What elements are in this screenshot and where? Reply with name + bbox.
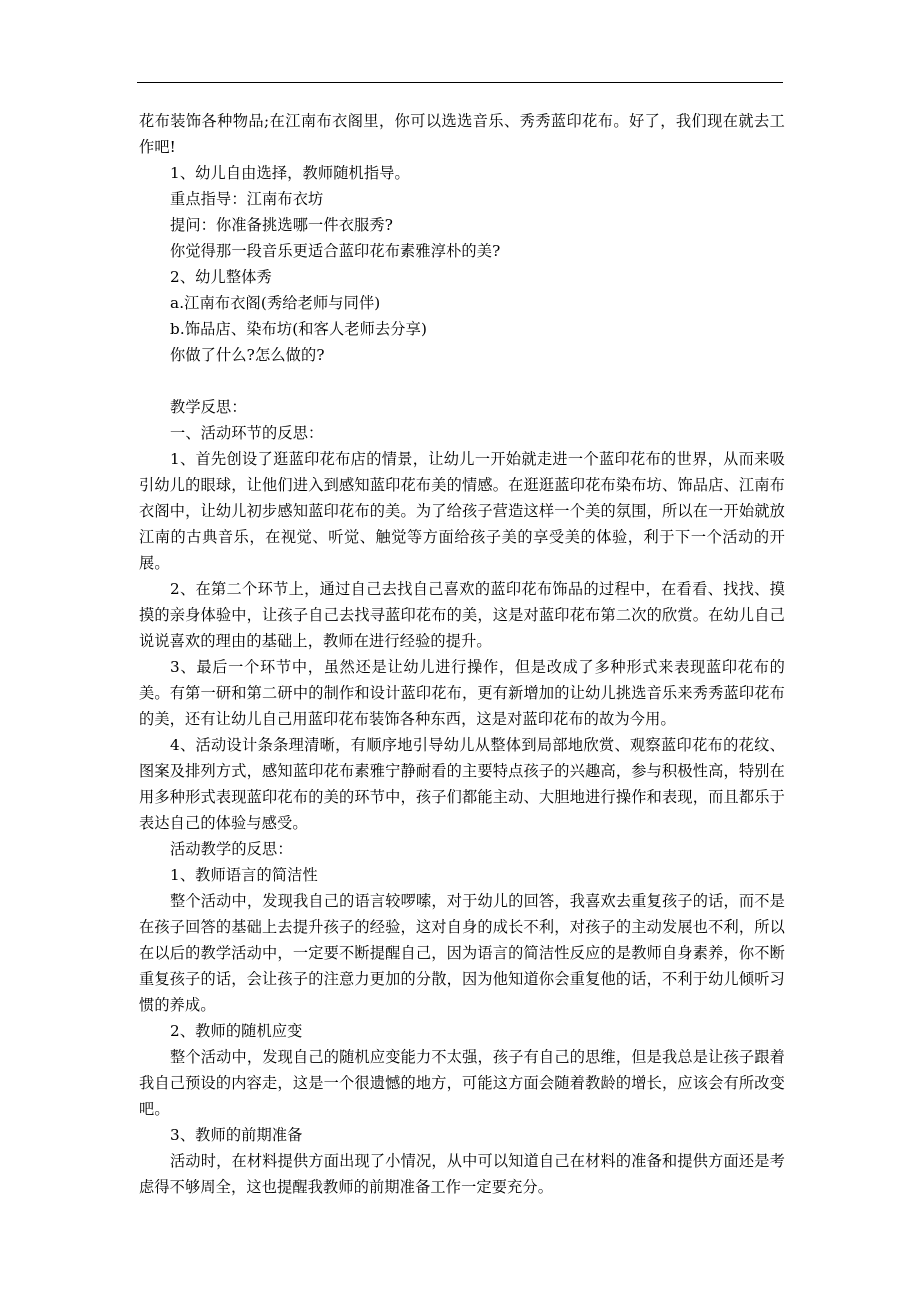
paragraph: b.饰品店、染布坊(和客人老师去分享) [170,320,428,338]
subsection-heading: 2、教师的随机应变 [170,1022,303,1040]
paragraph: 4、活动设计条条理清晰，有顺序地引导幼儿从整体到局部地欣赏、观察蓝印花布的花纹、图案及排列方式，感知蓝印花布素雅宁静耐看的主要特点孩子的兴趣高，参与积极性高，特别在用多种形式表现蓝印花布的美的环节中，孩子们都能主动、大胆地进行操作和表现，而且都乐于表达自己的体验与感受。 [139,736,785,832]
subsection-heading: 3、教师的前期准备 [170,1126,303,1144]
paragraph: 你觉得那一段音乐更适合蓝印花布素雅淳朴的美? [170,242,501,260]
section-heading: 教学反思： [170,398,247,416]
document-body [139,108,785,1200]
paragraph: 活动时，在材料提供方面出现了小情况，从中可以知道自己在材料的准备和提供方面还是考虑得不够周全，这也提醒我教师的前期准备工作一定要充分。 [139,1152,785,1196]
subsection-heading: 1、教师语言的简洁性 [170,866,318,884]
paragraph: 整个活动中，发现自己的随机应变能力不太强，孩子有自己的思维，但是我总是让孩子跟着我自己预设的内容走，这是一个很遗憾的地方，可能这方面会随着教龄的增长，应该会有所改变吧。 [139,1048,785,1118]
paragraph: 你做了什么?怎么做的? [170,346,325,364]
paragraph: 2、幼儿整体秀 [170,268,272,286]
paragraph: a.江南布衣阁(秀给老师与同伴) [170,294,381,312]
paragraph: 提问：你准备挑选哪一件衣服秀? [170,216,394,234]
paragraph: 花布装饰各种物品;在江南布衣阁里，你可以选选音乐、秀秀蓝印花布。好了，我们现在就去工作吧! [139,112,785,156]
paragraph: 3、最后一个环节中，虽然还是让幼儿进行操作，但是改成了多种形式来表现蓝印花布的美。有第一研和第二研中的制作和设计蓝印花布，更有新增加的让幼儿挑选音乐来秀秀蓝印花布的美，还有让幼儿自己用蓝印花布装饰各种东西，这是对蓝印花布的故为今用。 [139,658,785,728]
blank-line [139,368,785,394]
paragraph: 整个活动中，发现我自己的语言较啰嗦，对于幼儿的回答，我喜欢去重复孩子的话，而不是在孩子回答的基础上去提升孩子的经验，这对自身的成长不利，对孩子的主动发展也不利，所以在以后的教学活动中，一定要不断提醒自己，因为语言的简洁性反应的是教师自身素养，你不断重复孩子的话，会让孩子的注意力更加的分散，因为他知道你会重复他的话，不利于幼儿倾听习惯的养成。 [139,892,785,1014]
paragraph: 重点指导：江南布衣坊 [170,190,324,208]
paragraph: 2、在第二个环节上，通过自己去找自己喜欢的蓝印花布饰品的过程中，在看看、找找、摸摸的亲身体验中，让孩子自己去找寻蓝印花布的美，这是对蓝印花布第二次的欣赏。在幼儿自己说说喜欢的理由的基础上，教师在进行经验的提升。 [139,580,785,650]
paragraph: 1、首先创设了逛蓝印花布店的情景，让幼儿一开始就走进一个蓝印花布的世界，从而来吸引幼儿的眼球，让他们进入到感知蓝印花布美的情感。在逛逛蓝印花布染布坊、饰品店、江南布衣阁中，让幼儿初步感知蓝印花布的美。为了给孩子营造这样一个美的氛围，所以在一开始就放江南的古典音乐，在视觉、听觉、触觉等方面给孩子美的享受美的体验，利于下一个活动的开展。 [139,450,785,572]
paragraph: 1、幼儿自由选择，教师随机指导。 [170,164,410,182]
header-rule [137,82,783,83]
section-heading: 一、活动环节的反思： [170,424,324,442]
section-heading: 活动教学的反思： [170,840,293,858]
